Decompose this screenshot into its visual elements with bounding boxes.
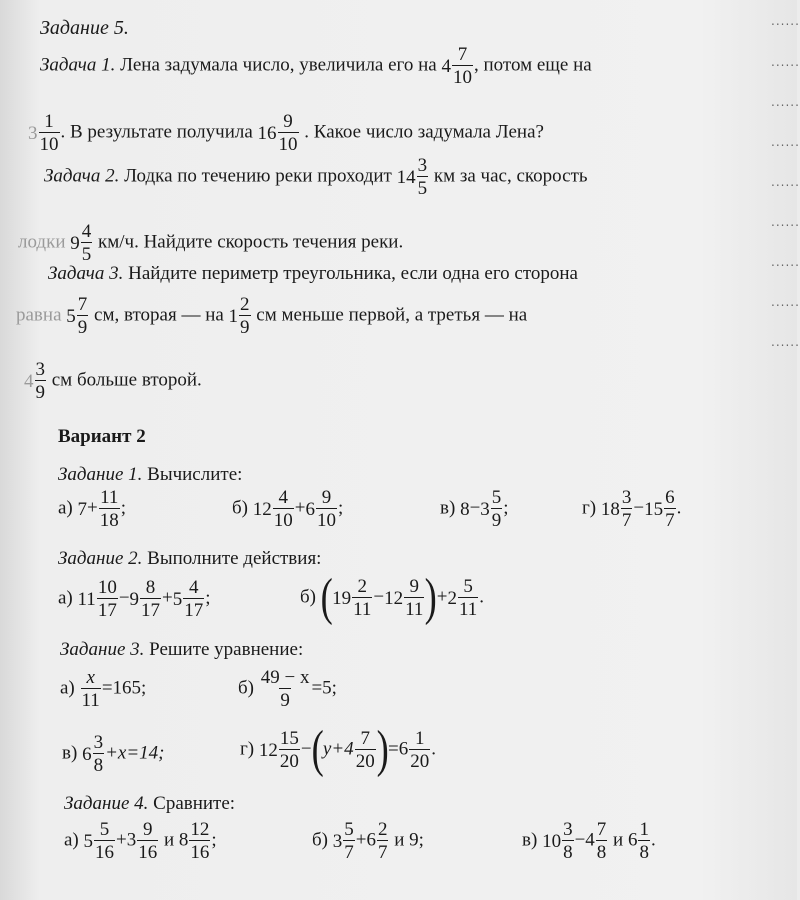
item-letter: в) <box>62 742 78 764</box>
fraction: $\frac{6}{7}$ <box>665 487 675 531</box>
item-letter: б) <box>232 497 248 519</box>
fraction: $\frac{12}{16}$ <box>190 819 210 863</box>
fraction: $\frac{4}{5}$ <box>81 221 92 265</box>
mixed-number-whole: 14 <box>396 166 416 188</box>
fraction: $\frac{7}{10}$ <box>452 44 472 88</box>
fraction: $\frac{10}{17}$ <box>97 577 117 621</box>
mixed-number-whole: 3 <box>28 122 38 144</box>
problem-text: , потом еще на <box>473 54 592 76</box>
z3-item-b: б) $\frac{49 - x}{9}$ =5; <box>238 667 337 711</box>
task-text: Вычислите: <box>147 464 243 485</box>
item-letter: а) <box>64 829 79 851</box>
margin-dots: ...... <box>771 215 800 229</box>
problem-label: Задача 2. <box>44 165 120 187</box>
fraction: $\frac{4}{10}$ <box>273 487 293 531</box>
fraction: $\frac{2}{9}$ <box>240 294 250 338</box>
fraction: $\frac{9}{10}$ <box>278 111 298 155</box>
fraction: $\frac{49 - x}{9}$ <box>260 667 310 711</box>
mixed-number-whole: 5 <box>66 305 76 327</box>
fraction: $\frac{9}{16}$ <box>138 819 158 863</box>
margin-dots: ...... <box>771 295 800 309</box>
fraction: $\frac{3}{5}$ <box>417 155 428 199</box>
item-letter: б) <box>312 829 328 851</box>
right-paren: ) <box>424 569 438 626</box>
z1-item-b: б) 12 $\frac{4}{10}$ +6 $\frac{9}{10}$ ; <box>232 487 344 531</box>
problem-text: см, вторая — на <box>94 304 224 326</box>
problem-text: см больше второй. <box>51 369 202 391</box>
fraction: $\frac{4}{17}$ <box>184 577 204 621</box>
z4-item-a: а) 5 $\frac{5}{16}$ +3 $\frac{9}{16}$ и 8 $\frac{12}{16}$ ; <box>64 819 217 863</box>
left-paren: ( <box>311 721 324 778</box>
task5-problem3-line3 <box>24 360 202 402</box>
fraction: $\frac{1}{10}$ <box>39 111 59 155</box>
task5-problem2-line1 <box>44 156 588 198</box>
fraction: $\frac{3}{7}$ <box>621 487 632 531</box>
problem-text: км за час, скорость <box>433 165 588 187</box>
fraction: $\frac{5}{11}$ <box>458 576 478 620</box>
task5-problem3-line1 <box>48 264 578 283</box>
z2-item-a: а) 11 $\frac{10}{17}$ −9 $\frac{8}{17}$ +5 $\frac{4}{17}$ ; <box>58 577 211 621</box>
task-label: Задание 3. <box>60 639 145 660</box>
fraction: $\frac{7}{9}$ <box>77 294 88 338</box>
task-label: Задание 1. <box>58 464 143 485</box>
fraction: $\frac{3}{8}$ <box>93 732 104 776</box>
item-letter: б) <box>238 677 254 699</box>
item-letter: а) <box>60 677 75 699</box>
margin-dots: ...... <box>771 255 800 269</box>
z3-item-a: а) $\frac{x}{11}$ =165; <box>60 667 147 711</box>
fraction: $\frac{9}{11}$ <box>405 576 424 620</box>
margin-dots: ...... <box>771 135 800 149</box>
z4-item-v: в) 10 $\frac{3}{8}$ −4 $\frac{7}{8}$ и 6 $\frac{1}{8}$ . <box>522 819 656 863</box>
z1-heading <box>58 465 242 484</box>
fraction: $\frac{2}{7}$ <box>377 819 388 863</box>
z3-item-v: в) 6 $\frac{3}{8}$ +x=14; <box>62 732 165 776</box>
task5-heading: Задание 5. <box>40 17 129 39</box>
task5-problem1-line2 <box>28 112 544 154</box>
problem-label: Задача 3. <box>48 263 124 284</box>
problem-text: Найдите периметр треугольника, если одна его сторона <box>128 263 578 284</box>
problem-text: Лена задумала число, увеличила его на <box>120 54 437 76</box>
mixed-number-whole: 4 <box>24 370 34 392</box>
problem-text: . В результате получила <box>60 121 253 143</box>
fraction: $\frac{5}{7}$ <box>344 819 354 863</box>
task5-problem2-line2 <box>18 222 403 264</box>
fraction: $\frac{x}{11}$ <box>81 667 100 711</box>
task5-problem3-line2 <box>16 295 527 337</box>
item-letter: в) <box>440 497 456 519</box>
variant-title: Вариант 2 <box>58 426 146 447</box>
margin-dots: ...... <box>771 335 800 349</box>
item-letter: г) <box>582 497 597 519</box>
problem-text: Лодка по течению реки проходит <box>124 165 392 187</box>
right-paren: ) <box>376 721 389 778</box>
margin-dots: ...... <box>771 55 800 69</box>
z3-item-g: г) 12 $\frac{15}{20}$ −(y+4 $\frac{7}{20}$ )=6 $\frac{1}{20}$ . <box>240 721 436 778</box>
margin-dots: ...... <box>771 14 800 28</box>
task5-problem1-line1 <box>40 45 592 87</box>
z3-heading <box>60 640 303 659</box>
fraction: $\frac{7}{20}$ <box>355 728 375 772</box>
margin-dots: ...... <box>771 175 800 189</box>
task-label: Задание 2. <box>58 548 143 569</box>
problem-text: км/ч. Найдите скорость течения реки. <box>98 231 404 253</box>
item-letter: а) <box>58 497 73 519</box>
task-text: Решите уравнение: <box>149 639 304 660</box>
fraction: $\frac{3}{8}$ <box>563 819 573 863</box>
mixed-number-whole: 9 <box>70 232 80 254</box>
fraction: $\frac{11}{18}$ <box>99 487 119 531</box>
z4-item-b: б) 3 $\frac{5}{7}$ +6 $\frac{2}{7}$ и 9; <box>312 819 424 863</box>
mixed-number-whole: 1 <box>228 305 239 327</box>
fraction: $\frac{7}{8}$ <box>596 819 607 863</box>
fraction: $\frac{1}{20}$ <box>410 728 430 772</box>
fraction: $\frac{3}{9}$ <box>35 359 45 403</box>
fraction: $\frac{1}{8}$ <box>639 819 649 863</box>
z2-item-b: б) (19 $\frac{2}{11}$ −12 $\frac{9}{11}$ )+2 $\frac{5}{11}$ . <box>300 569 484 626</box>
fraction: $\frac{2}{11}$ <box>353 576 372 620</box>
z1-item-v: в) 8−3 $\frac{5}{9}$ ; <box>440 487 509 531</box>
left-paren: ( <box>320 569 333 626</box>
fraction: $\frac{5}{16}$ <box>95 819 115 863</box>
z4-heading <box>64 794 235 813</box>
problem-text: см меньше первой, а третья — на <box>256 304 528 326</box>
fraction: $\frac{15}{20}$ <box>279 728 299 772</box>
task-text: Выполните действия: <box>147 548 322 569</box>
problem-text: лодки <box>18 231 66 253</box>
fraction: $\frac{9}{10}$ <box>316 487 336 531</box>
fraction: $\frac{8}{17}$ <box>141 577 161 621</box>
z1-item-g: г) 18 $\frac{3}{7}$ −15 $\frac{6}{7}$ . <box>582 487 682 531</box>
z1-item-a: а) 7+ $\frac{11}{18}$ ; <box>58 487 127 531</box>
problem-text: . Какое число задумала Лена? <box>304 121 544 143</box>
margin-dots: ...... <box>771 95 800 109</box>
item-letter: а) <box>58 587 73 609</box>
problem-label: Задача 1. <box>40 54 116 76</box>
task-label: Задание 4. <box>64 793 149 814</box>
item-letter: б) <box>300 586 316 608</box>
item-letter: г) <box>240 738 255 760</box>
mixed-number-whole: 16 <box>257 122 277 144</box>
item-letter: в) <box>522 829 538 851</box>
task-text: Сравните: <box>153 793 236 814</box>
z2-heading <box>58 549 321 568</box>
fraction: $\frac{5}{9}$ <box>491 487 502 531</box>
problem-text: равна <box>16 304 62 326</box>
mixed-number-whole: 4 <box>441 55 451 77</box>
